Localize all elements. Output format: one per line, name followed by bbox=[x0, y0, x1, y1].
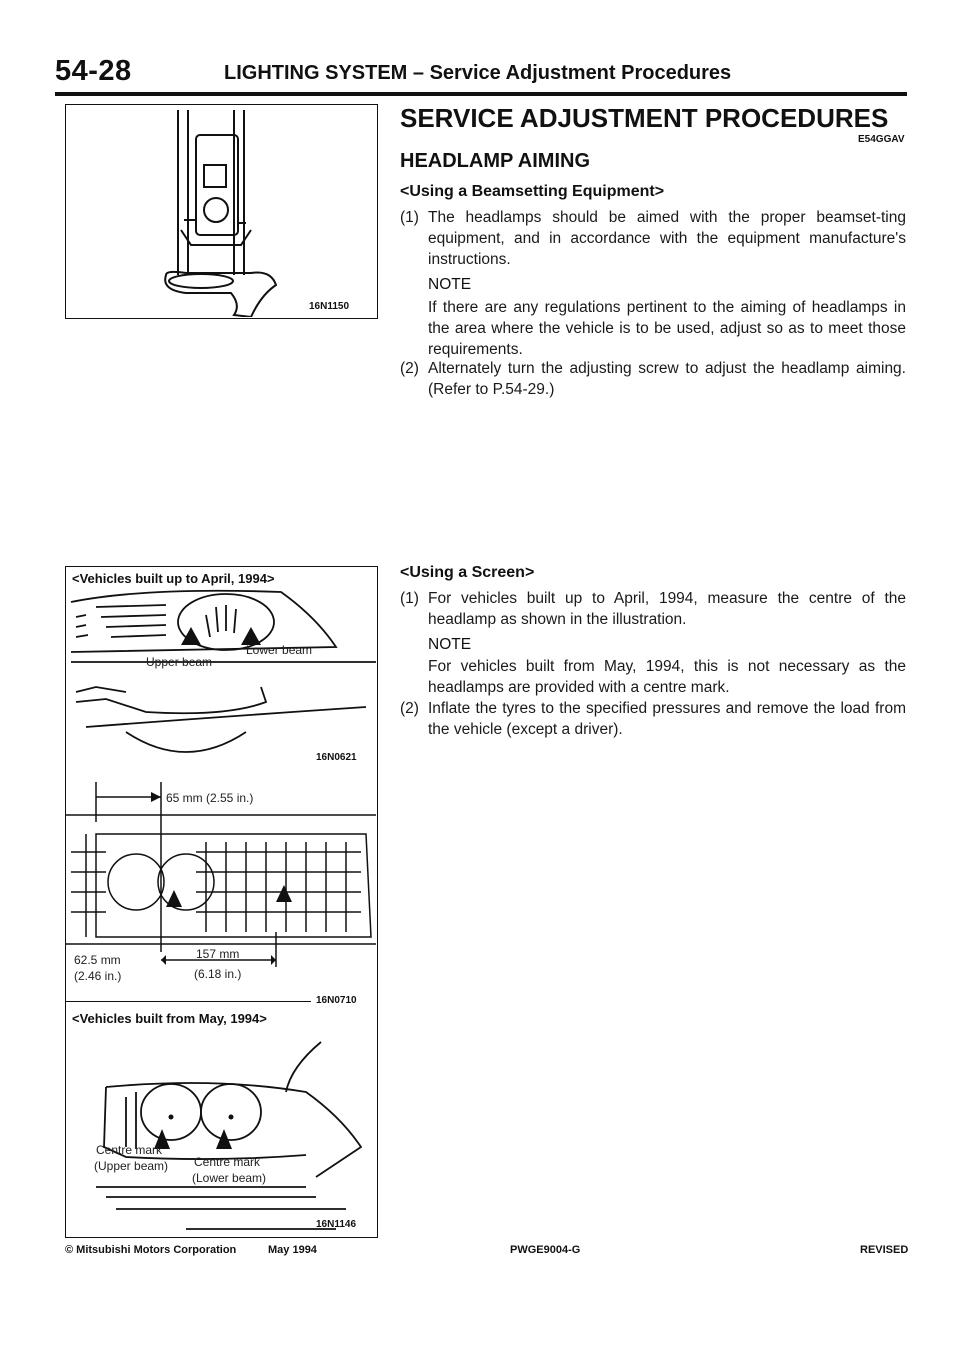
figure-code: 16N0621 bbox=[316, 752, 357, 763]
list-item bbox=[400, 588, 905, 630]
list-item bbox=[400, 207, 905, 269]
list-item bbox=[400, 358, 905, 400]
centre-mark-upper-sub: (Upper beam) bbox=[94, 1159, 169, 1173]
item-text: For vehicles built up to April, 1994, measure the centre of the headlamp as shown in the illustration. bbox=[428, 590, 906, 628]
list-item bbox=[400, 698, 905, 740]
centre-mark-lower-label: Centre mark bbox=[194, 1155, 261, 1169]
note-text: For vehicles built from May, 1994, this is not necessary as the headlamps are provided with a centre mark. bbox=[428, 658, 906, 696]
figure-screen-measurement bbox=[65, 566, 378, 1238]
figure-beamsetting-equipment bbox=[65, 104, 378, 319]
dimension-65mm: 65 mm (2.55 in.) bbox=[166, 791, 254, 805]
subheading-beamsetting: <Using a Beamsetting Equipment> bbox=[400, 183, 665, 200]
figure-code: 16N1150 bbox=[309, 301, 350, 312]
centre-mark-drawing bbox=[66, 1037, 376, 1237]
subheading-screen: <Using a Screen> bbox=[400, 564, 535, 581]
item-number: (2) bbox=[400, 360, 419, 377]
page-number: 54-28 bbox=[55, 55, 132, 87]
header-title: LIGHTING SYSTEM – Service Adjustment Procedures bbox=[224, 62, 732, 84]
item-text: Inflate the tyres to the specified pressures and remove the load from the vehicle (except a driver). bbox=[428, 700, 906, 738]
footer-copyright: © Mitsubishi Motors Corporation bbox=[65, 1244, 237, 1256]
item-number: (1) bbox=[400, 590, 419, 607]
note-label: NOTE bbox=[428, 636, 472, 653]
dimension-62-5mm: 62.5 mm bbox=[74, 953, 121, 967]
dimension-157in: (6.18 in.) bbox=[194, 967, 242, 981]
item-text: Alternately turn the adjusting screw to adjust the headlamp aiming. (Refer to P.54-29.) bbox=[428, 360, 906, 398]
note-text: If there are any regulations pertinent to the aiming of headlamps in the area where the vehicle is to be used, adjust so as to meet those requirements. bbox=[428, 299, 906, 358]
item-number: (1) bbox=[400, 209, 419, 226]
section-code: E54GGAV bbox=[858, 134, 905, 145]
caption-vehicles-from-may: <Vehicles built from May, 1994> bbox=[72, 1011, 267, 1026]
lower-beam-label: Lower beam bbox=[246, 643, 313, 657]
footer-doc-code: PWGE9004-G bbox=[510, 1244, 581, 1256]
footer-date: May 1994 bbox=[268, 1244, 317, 1256]
figure-code: 16N0710 bbox=[316, 995, 357, 1006]
figure-code: 16N1146 bbox=[316, 1219, 357, 1230]
dimension-62-5in: (2.46 in.) bbox=[74, 969, 122, 983]
centre-mark-lower-sub: (Lower beam) bbox=[192, 1171, 267, 1185]
beamsetting-equipment-drawing bbox=[66, 105, 376, 317]
divider bbox=[66, 1001, 311, 1002]
section-title: SERVICE ADJUSTMENT PROCEDURES bbox=[400, 103, 889, 133]
footer-status: REVISED bbox=[860, 1244, 909, 1256]
caption-vehicles-up-to-april: <Vehicles built up to April, 1994> bbox=[72, 571, 275, 586]
centre-mark-upper-label: Centre mark bbox=[96, 1143, 163, 1157]
header-rule bbox=[55, 92, 907, 96]
heading-headlamp-aiming: HEADLAMP AIMING bbox=[400, 150, 590, 172]
upper-beam-label: Upper beam bbox=[146, 655, 213, 669]
note-label: NOTE bbox=[428, 276, 472, 293]
dimension-157mm: 157 mm bbox=[196, 947, 240, 961]
item-text: The headlamps should be aimed with the proper beamset-ting equipment, and in accordance with the equipment manufacture's instructions. bbox=[428, 209, 906, 268]
item-number: (2) bbox=[400, 700, 419, 717]
headlamp-beam-drawing bbox=[66, 587, 376, 757]
